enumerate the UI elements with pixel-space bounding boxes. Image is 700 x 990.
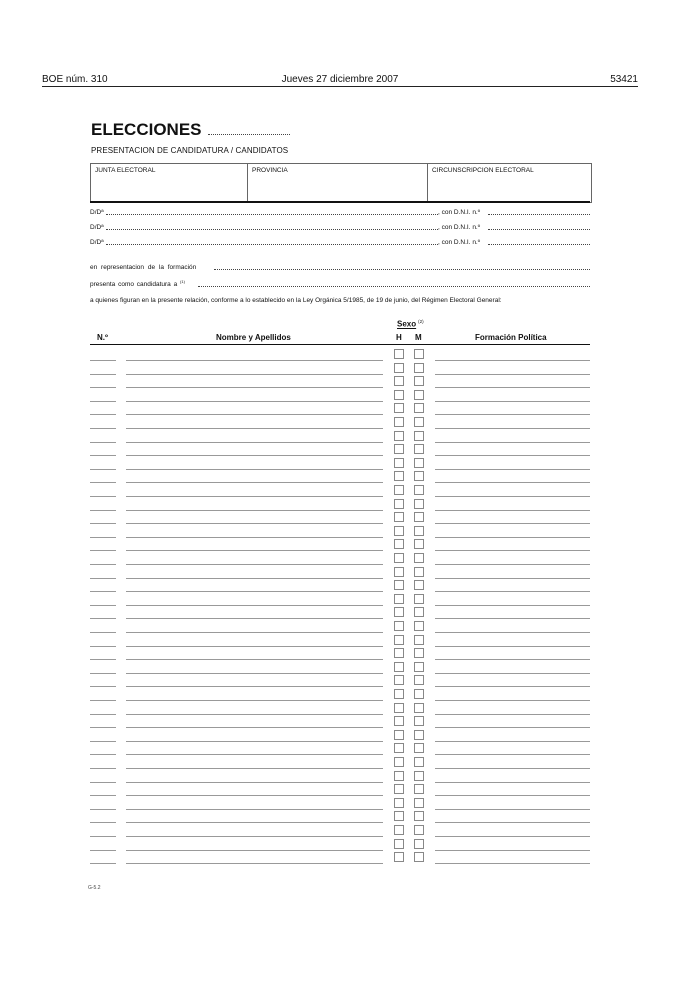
table-row [0,797,700,810]
person-line[interactable] [90,222,590,232]
sex-h-checkbox[interactable] [394,471,404,481]
sex-h-checkbox[interactable] [394,839,404,849]
sex-m-checkbox[interactable] [414,771,424,781]
sex-h-checkbox[interactable] [394,526,404,536]
sex-h-checkbox[interactable] [394,390,404,400]
representation-label: en representacion de la formación [90,264,197,271]
sexo-label: Sexo [397,319,417,329]
sex-h-checkbox[interactable] [394,363,404,373]
sex-m-checkbox[interactable] [414,431,424,441]
table-row [0,810,700,823]
col-name-header: Nombre y Apellidos [216,333,291,342]
dni-label: , con D.N.I. n.º [438,239,481,246]
sex-m-checkbox[interactable] [414,444,424,454]
person-label: D/Dª [90,209,104,216]
person-name-blank[interactable] [106,229,438,230]
sex-m-checkbox[interactable] [414,784,424,794]
sex-m-checkbox[interactable] [414,798,424,808]
sex-h-checkbox[interactable] [394,757,404,767]
table-row [0,742,700,755]
sex-h-checkbox[interactable] [394,417,404,427]
table-row [0,674,700,687]
table-row [0,620,700,633]
table-row [0,729,700,742]
table-row [0,593,700,606]
dni-label: , con D.N.I. n.º [438,224,481,231]
presenta-label: presenta como candidatura a [90,281,178,288]
sex-h-checkbox[interactable] [394,811,404,821]
sex-h-checkbox[interactable] [394,716,404,726]
person-name-blank[interactable] [106,214,438,215]
sex-m-checkbox[interactable] [414,852,424,862]
sex-m-checkbox[interactable] [414,485,424,495]
sex-m-checkbox[interactable] [414,363,424,373]
row-formation-field[interactable] [435,863,590,864]
sex-m-checkbox[interactable] [414,553,424,563]
sex-m-checkbox[interactable] [414,471,424,481]
sexo-heading [397,319,424,329]
sex-m-checkbox[interactable] [414,730,424,740]
table-row [0,430,700,443]
table-row [0,457,700,470]
header-date: Jueves 27 diciembre 2007 [281,74,399,85]
col-number-header: N.º [97,333,108,342]
representation-blank[interactable] [214,269,590,270]
person-line[interactable] [90,207,590,217]
sex-h-checkbox[interactable] [394,349,404,359]
sex-h-checkbox[interactable] [394,512,404,522]
col-h-header: H [396,333,402,342]
sex-m-checkbox[interactable] [414,689,424,699]
sex-h-checkbox[interactable] [394,662,404,672]
circunscripcion-field[interactable] [427,164,591,202]
dni-label: , con D.N.I. n.º [438,209,481,216]
table-row [0,470,700,483]
person-line[interactable] [90,237,590,247]
table-row [0,389,700,402]
sex-h-checkbox[interactable] [394,403,404,413]
table-row [0,634,700,647]
table-row [0,402,700,415]
sex-h-checkbox[interactable] [394,784,404,794]
sex-m-checkbox[interactable] [414,662,424,672]
dni-blank[interactable] [488,244,590,245]
sex-m-checkbox[interactable] [414,757,424,767]
sex-h-checkbox[interactable] [394,675,404,685]
table-row [0,348,700,361]
table-header-rule [90,344,590,345]
table-row [0,688,700,701]
circunscripcion-label: CIRCUNSCRIPCION ELECTORAL [432,167,534,174]
sex-m-checkbox[interactable] [414,458,424,468]
sex-m-checkbox[interactable] [414,512,424,522]
sex-m-checkbox[interactable] [414,499,424,509]
sex-h-checkbox[interactable] [394,648,404,658]
sex-h-checkbox[interactable] [394,852,404,862]
table-row [0,783,700,796]
sex-h-checkbox[interactable] [394,594,404,604]
sex-m-checkbox[interactable] [414,703,424,713]
form-title: ELECCIONES [91,120,202,139]
table-row [0,770,700,783]
table-row [0,647,700,660]
sex-m-checkbox[interactable] [414,403,424,413]
sex-m-checkbox[interactable] [414,648,424,658]
table-row [0,661,700,674]
box-bottom-rule [90,201,590,203]
table-row [0,362,700,375]
sex-m-checkbox[interactable] [414,390,424,400]
sex-m-checkbox[interactable] [414,839,424,849]
presenta-line[interactable] [90,279,590,289]
page-header [42,74,638,87]
table-row [0,498,700,511]
sex-h-checkbox[interactable] [394,485,404,495]
table-row [0,484,700,497]
sex-h-checkbox[interactable] [394,431,404,441]
sex-m-checkbox[interactable] [414,743,424,753]
presenta-note: (1) [180,278,185,284]
table-row [0,838,700,851]
row-name-field[interactable] [126,863,383,864]
sex-m-checkbox[interactable] [414,417,424,427]
representation-line[interactable] [90,262,590,272]
table-row [0,552,700,565]
table-row [0,375,700,388]
form-subtitle: PRESENTACION DE CANDIDATURA / CANDIDATOS [91,146,289,155]
page-number: 53421 [610,74,638,85]
table-row [0,579,700,592]
provincia-label: PROVINCIA [252,167,288,174]
sex-h-checkbox[interactable] [394,376,404,386]
table-row [0,702,700,715]
table-row [0,525,700,538]
row-number-field[interactable] [90,863,116,864]
sex-m-checkbox[interactable] [414,607,424,617]
sex-h-checkbox[interactable] [394,689,404,699]
table-row [0,756,700,769]
sex-h-checkbox[interactable] [394,580,404,590]
table-row [0,511,700,524]
statement-text: a quienes figuran en la presente relación, conforme a lo establecido en la Ley Orgánica 5/1985, de 19 de junio, del Régimen Electoral General: [90,297,502,304]
sex-m-checkbox[interactable] [414,811,424,821]
sex-h-checkbox[interactable] [394,743,404,753]
form-code: G-5.2 [88,885,101,891]
sex-m-checkbox[interactable] [414,635,424,645]
col-m-header: M [415,333,422,342]
sex-h-checkbox[interactable] [394,539,404,549]
person-label: D/Dª [90,239,104,246]
sex-h-checkbox[interactable] [394,553,404,563]
presenta-block [90,279,186,288]
election-type-blank[interactable] [208,134,290,135]
sex-h-checkbox[interactable] [394,607,404,617]
sex-m-checkbox[interactable] [414,675,424,685]
person-label: D/Dª [90,224,104,231]
sex-h-checkbox[interactable] [394,444,404,454]
table-row [0,715,700,728]
dni-blank[interactable] [488,229,590,230]
sex-h-checkbox[interactable] [394,825,404,835]
sex-m-checkbox[interactable] [414,594,424,604]
electoral-info-box [90,163,592,203]
sex-m-checkbox[interactable] [414,716,424,726]
col-formation-header: Formación Política [475,333,547,342]
table-row [0,538,700,551]
table-row [0,606,700,619]
sex-m-checkbox[interactable] [414,825,424,835]
sex-h-checkbox[interactable] [394,635,404,645]
sex-h-checkbox[interactable] [394,798,404,808]
person-name-blank[interactable] [106,244,438,245]
sex-h-checkbox[interactable] [394,730,404,740]
sex-m-checkbox[interactable] [414,539,424,549]
sex-h-checkbox[interactable] [394,567,404,577]
sex-m-checkbox[interactable] [414,526,424,536]
sex-m-checkbox[interactable] [414,349,424,359]
junta-electoral-field[interactable] [91,164,247,202]
sex-h-checkbox[interactable] [394,458,404,468]
journal-number: BOE núm. 310 [42,74,108,85]
junta-electoral-label: JUNTA ELECTORAL [95,167,156,174]
candidatura-blank[interactable] [198,286,590,287]
table-row [0,443,700,456]
table-row [0,824,700,837]
sex-m-checkbox[interactable] [414,567,424,577]
sex-m-checkbox[interactable] [414,621,424,631]
sexo-note: (2) [418,319,424,324]
table-row [0,851,700,864]
sex-h-checkbox[interactable] [394,499,404,509]
sex-h-checkbox[interactable] [394,703,404,713]
sex-m-checkbox[interactable] [414,580,424,590]
form-title-block [91,120,290,140]
table-row [0,566,700,579]
dni-blank[interactable] [488,214,590,215]
table-row [0,416,700,429]
sex-m-checkbox[interactable] [414,376,424,386]
provincia-field[interactable] [247,164,428,202]
sex-h-checkbox[interactable] [394,771,404,781]
sex-h-checkbox[interactable] [394,621,404,631]
